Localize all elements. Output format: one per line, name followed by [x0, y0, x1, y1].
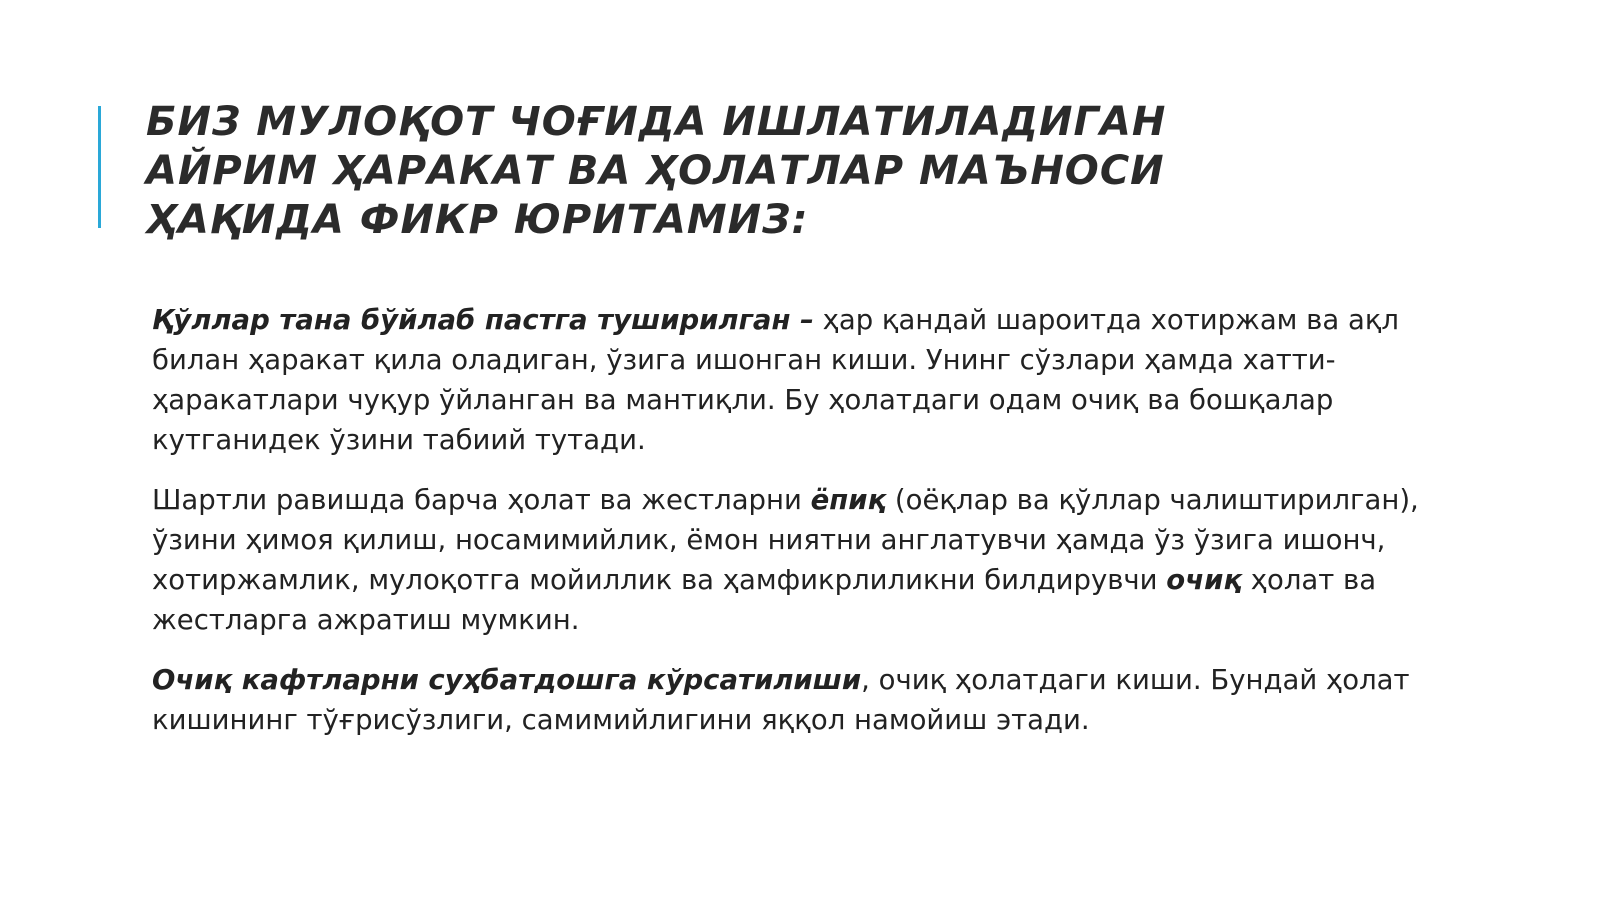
paragraph-text: Шартли равишда барча ҳолат ва жестларни [152, 484, 811, 516]
paragraph-open-closed [152, 480, 1422, 640]
paragraph-text: ҳолат ва жестларга ажратиш мумкин. [152, 564, 1377, 636]
title-accent-bar [98, 106, 101, 228]
emphasis-open: очиқ [1166, 564, 1243, 596]
paragraph-lead: Қўллар тана бўйлаб пастга туширилган – [152, 304, 814, 336]
paragraph-text: , очиқ ҳолатдаги киши. Бундай ҳолат кишининг тўғрисўзлиги, самимийлигини яққол намойиш этади. [152, 664, 1410, 736]
emphasis-closed: ёпиқ [810, 484, 887, 516]
slide-title: БИЗ МУЛОҚОТ ЧОҒИДА ИШЛАТИЛАДИГАН АЙРИМ ҲАРАКАТ ВА ҲОЛАТЛАР МАЪНОСИ ҲАҚИДА ФИКР ЮРИТАМИЗ: [146, 99, 1167, 243]
paragraph-hands-down [152, 300, 1422, 460]
slide-body [152, 300, 1422, 760]
paragraph-text: (оёқлар ва қўллар чалиштирилган), ўзини ҳимоя қилиш, носамимийлик, ёмон ниятни англатувчи ҳамда ўз ўзига ишонч, хотиржамлик, мулоқотга мойиллик ва ҳамфикрлиликни билдирувчи [152, 484, 1419, 596]
paragraph-open-palms [152, 660, 1422, 740]
paragraph-lead: Очиқ кафтларни суҳбатдошга кўрсатилиши [152, 664, 862, 696]
paragraph-text: ҳар қандай шароитда хотиржам ва ақл билан ҳаракат қила оладиган, ўзига ишонган киши. Унинг сўзлари ҳамда хатти-ҳаракатлари чуқур ўйланган ва мантиқли. Бу ҳолатдаги одам очиқ ва бошқалар кутганидек ўзини табиий тутади. [152, 304, 1400, 456]
